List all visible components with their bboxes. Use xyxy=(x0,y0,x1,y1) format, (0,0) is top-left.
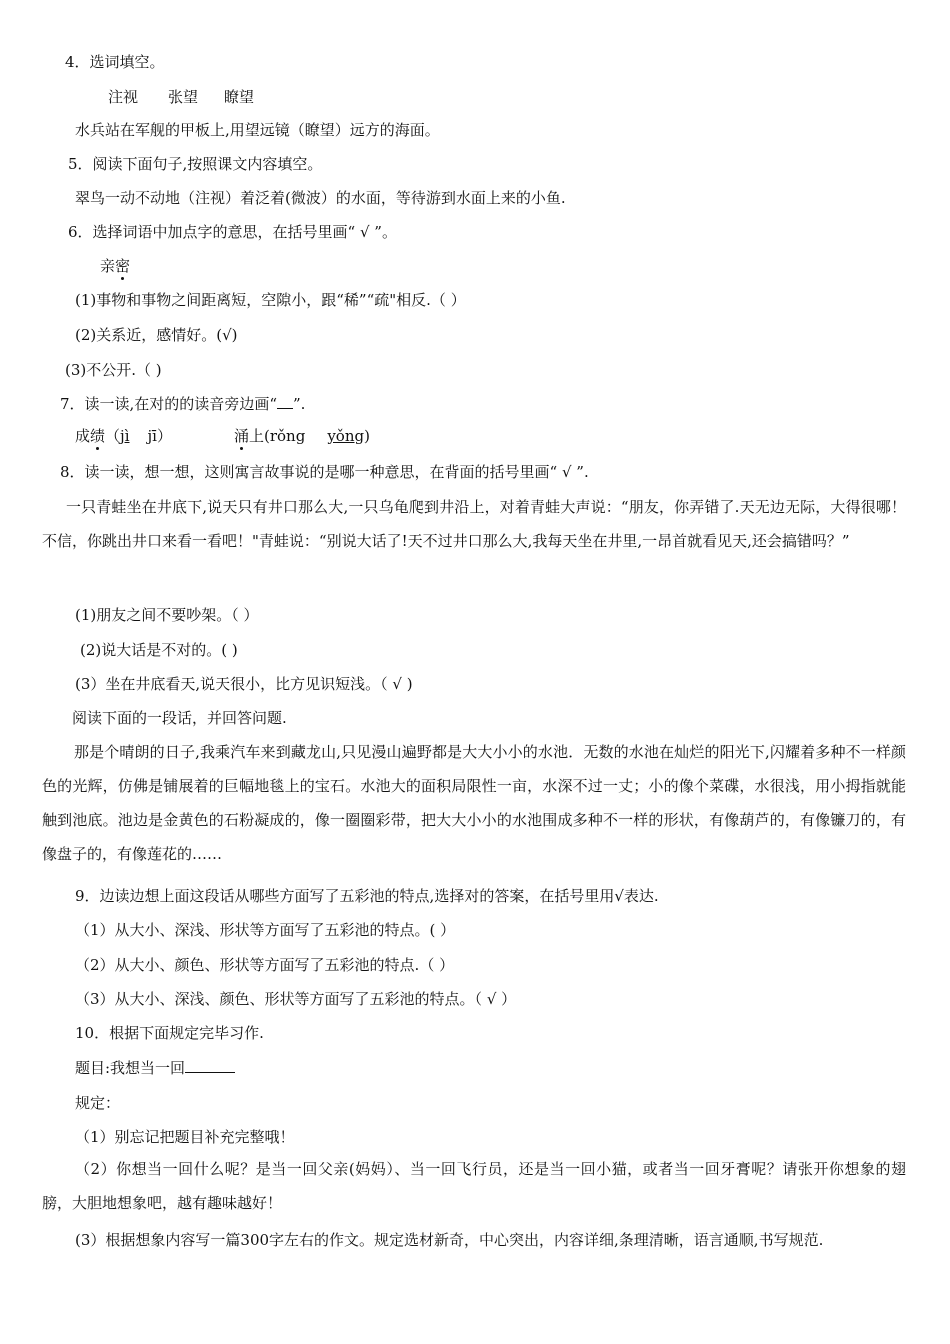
reading-intro: 阅读下面的一段话，并回答问题. xyxy=(72,709,287,727)
q6-option-1: (1)事物和事物之间距离短，空隙小，跟“稀”“疏"相反.（ ） xyxy=(75,291,466,309)
q4-word-1: 注视 xyxy=(108,88,139,106)
q4-word-options xyxy=(108,87,254,107)
q7-word-2-paren-close: ) xyxy=(364,427,370,445)
q6-word xyxy=(100,256,130,276)
q7-pinyin-4: yǒng xyxy=(327,427,365,445)
q10-rule-2: （2）你想当一回什么呢？是当一回父亲(妈妈）、当一回飞行员，还是当一回小猫，或者当一回牙膏呢？请张开你想象的翅膀，大胆地想象吧，越有趣味越好！ xyxy=(42,1160,906,1212)
q6-title: 6．选择词语中加点字的意思，在括号里画“ √ ”。 xyxy=(68,223,397,241)
q4-word-2: 张望 xyxy=(168,88,199,106)
q7-word-1-char-1: 成 xyxy=(75,427,91,445)
q8-option-1: (1)朋友之间不要吵架。（ ） xyxy=(75,606,259,624)
q6-option-2: (2)关系近，感情好。(√) xyxy=(75,326,238,344)
q6-dotted-char: 密 xyxy=(115,257,131,275)
q7-title-end: ”. xyxy=(292,395,306,413)
q10-topic-blank xyxy=(185,1072,235,1073)
q7-title xyxy=(60,394,305,414)
q7-word-2-rest: 上( xyxy=(248,427,270,445)
q8-title: 8．读一读，想一想，这则寓言故事说的是哪一种意思，在背面的括号里画“ √ ”. xyxy=(60,463,589,481)
q7-word-1-paren-close: ） xyxy=(156,427,172,445)
q4-title: 4．选词填空。 xyxy=(65,53,165,71)
q9-option-1: （1）从大小、深浅、形状等方面写了五彩池的特点。( ） xyxy=(75,921,456,939)
q10-rule-1: （1）别忘记把题目补充完整哦！ xyxy=(75,1128,295,1146)
q7-pinyin-2: jī xyxy=(147,427,157,445)
q9-title: 9．边读边想上面这段话从哪些方面写了五彩池的特点,选择对的答案，在括号里用√表达. xyxy=(75,887,659,905)
q10-rules-label: 规定： xyxy=(75,1094,121,1112)
q8-option-3: (3）坐在井底看天,说天很小，比方见识短浅。（ √ ) xyxy=(75,675,413,693)
q10-title: 10．根据下面规定完毕习作. xyxy=(75,1024,264,1042)
q5-sentence: 翠鸟一动不动地（注视）着泛着(微波）的水面，等待游到水面上来的小鱼. xyxy=(75,189,566,207)
q7-word-2-dotted-char: 涌 xyxy=(233,427,249,445)
q7-pinyin-3: rǒng xyxy=(269,427,306,445)
q4-word-3: 瞭望 xyxy=(224,88,255,106)
q8-option-2: (2)说大话是不对的。( ) xyxy=(80,641,238,659)
q6-option-3: (3)不公开.（ ) xyxy=(65,361,162,379)
q4-sentence: 水兵站在军舰的甲板上,用望远镜（瞭望）远方的海面。 xyxy=(75,121,440,139)
q10-rule-3: (3）根据想象内容写一篇300字左右的作文。规定选材新奇，中心突出，内容详细,条理清晰，语言通顺,书写规范. xyxy=(75,1231,824,1249)
q7-pinyin-1: jì xyxy=(120,427,130,445)
q7-word-1-dotted-char: 绩 xyxy=(90,427,106,445)
q9-option-2: （2）从大小、颜色、形状等方面写了五彩池的特点.（ ） xyxy=(75,956,455,974)
q7-items xyxy=(75,426,370,446)
q10-topic-text: 题目:我想当一回 xyxy=(75,1059,186,1077)
q7-title-text: 7．读一读,在对的的读音旁边画“ xyxy=(60,395,277,413)
q5-title: 5．阅读下面句子,按照课文内容填空。 xyxy=(68,155,323,173)
q7-word-1-paren-open: （ xyxy=(105,427,121,445)
q7-underline-mark xyxy=(277,408,293,409)
q9-option-3: （3）从大小、深浅、颜色、形状等方面写了五彩池的特点。（ √ ） xyxy=(75,990,517,1008)
q10-topic xyxy=(75,1058,235,1078)
q8-story: 一只青蛙坐在井底下,说天只有井口那么大,一只乌龟爬到井沿上，对着青蛙大声说：“朋友，你弄错了.天无边无际，大得很哪！不信，你跳出井口来看一看吧！"青蛙说：“别说大话了!天不过井口那么大,我每天坐在井里,一昂首就看见天,还会搞错吗？” xyxy=(42,498,906,550)
q6-word-char-1: 亲 xyxy=(100,257,116,275)
reading-passage: 那是个晴朗的日子,我乘汽车来到藏龙山,只见漫山遍野都是大大小小的水池．无数的水池在灿烂的阳光下,闪耀着多种不一样颜色的光辉，仿佛是铺展着的巨幅地毯上的宝石。水池大的面积局限性一亩，水深不过一丈；小的像个菜碟，水很浅，用小拇指就能触到池底。池边是金黄色的石粉凝成的，像一圈圈彩带，把大大小小的水池围成多种不一样的形状，有像葫芦的，有像镰刀的，有像盘子的，有像莲花的…… xyxy=(42,743,906,863)
